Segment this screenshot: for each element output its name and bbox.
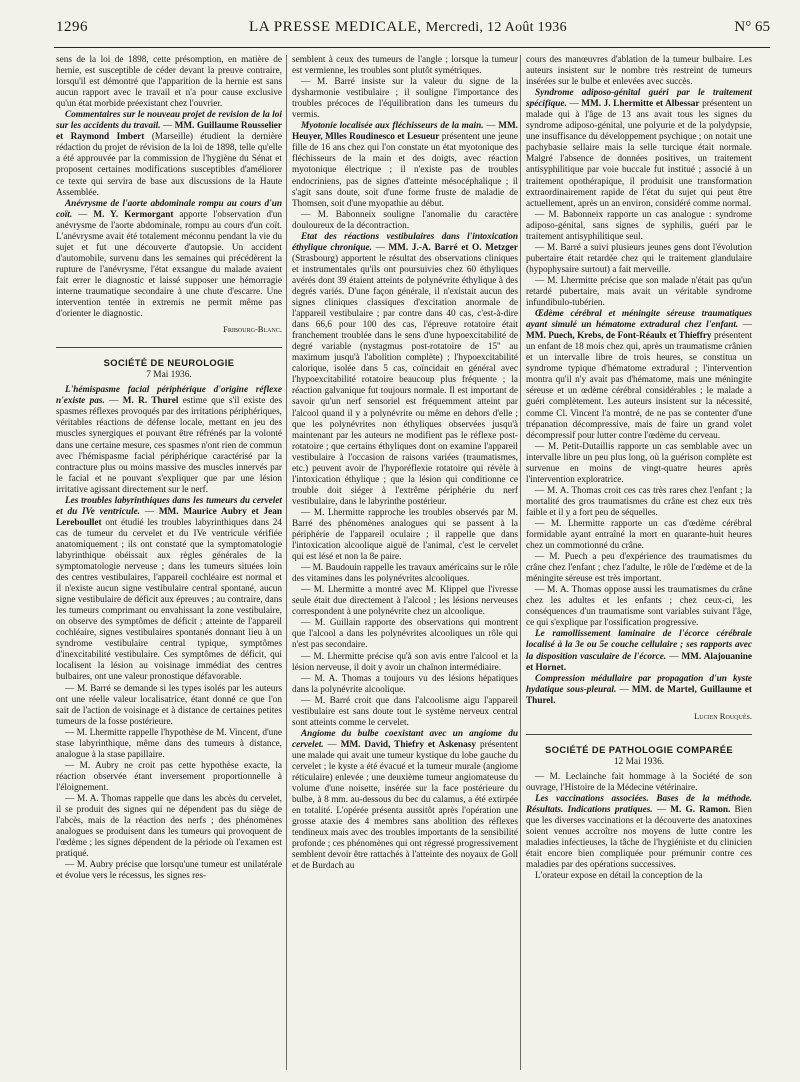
- column-3: [526, 55, 752, 882]
- article-title: L'hémispasme facial périphérique d'origine réflexe n'existe pas.: [56, 385, 282, 407]
- paragraph: — M. Leclainche fait hommage à la Société de son ouvrage, l'Histoire de la Médecine vétérinaire.: [526, 771, 752, 793]
- section-heading: SOCIÉTÉ DE NEUROLOGIE: [56, 347, 282, 368]
- paragraph: — M. Baudouin rappelle les travaux américains sur le rôle des vitamines dans les polynévrites alcooliques.: [292, 563, 518, 585]
- article-text: (Strasbourg) apportent le résultat des observations cliniques et instrumentales qu'ils ont poursuivies chez 60 éthyliques avérés dont 39 étaient atteints de polynévrite éthylique à des degrés variés. D'une façon générale, il n'existait aucun des signes cliniques classiques d'excitation anormale de l'appareil vestibulaire ; par contre dans 40 cas, c'est-à-dire dans 66,6 pour 100 des cas, l'épreuve rotatoire était franchement troublée dans le sens d'une hypoexcitabilité de degré variable (nystagmus post-rotatoire de 15'' au maximum jusqu'à l'abolition complète) ; l'hypoexcitabilité calorique, isolée dans 5 cas, coïncidait en général avec l'hypoexcitabilité rotatoire beaucoup plus fréquente ; la réaction galvanique fut toujours normale. Il est important de savoir qu'un nerf sensoriel est fréquemment atteint par l'alcool quand il y a polynévrite ou même en dehors d'elle ; que les polynévrites non éthyliques observées jusqu'à maintenant par les auteurs ne modifient pas le réflexe post-rotatoire ; que certains éthyliques dont on examine l'appareil vestibulaire à l'occasion de raisons variées (traumatismes, etc.) peuvent avoir de l'hyporéflexie rotatoire qui révèle à l'intoxication éthylique ; que la lésion qui conditionne ce trouble doit siéger à l'extrême périphérie du nerf vestibulaire, dans le labyrinthe postérieur.: [292, 253, 518, 507]
- authors: MM. Guillaume Rousselier et Raymond Imbert: [56, 121, 283, 143]
- authors: M. Y. Kermorgant: [93, 209, 174, 220]
- section-date: 7 Mai 1936.: [146, 370, 192, 381]
- paragraph: — M. Aubry ne croit pas cette hypothèse exacte, la réaction observée étant inversement proportionnelle à l'éloignement.: [56, 760, 282, 793]
- article-title: Angiome du bulbe coexistant avec un angiome du cervelet.: [292, 728, 518, 750]
- paragraph: L'hémispasme facial périphérique d'origine réflexe n'existe pas. — M. R. Thurel estime que s'il existe des spasmes réflexes provoqués par des irritations périphériques, véritables réactions de défense locale, mettant en jeu des muscles synergiques et pouvant être réfrénés par la volonté dans une certaine mesure, ces spasmes n'ont rien de commun avec l'hémispasme facial périphérique caractérisé par la contracture plus ou moins massive des muscles innervés par le facial et ne pouvant s'expliquer que par une lésion irritative agissant directement sur le nerf.: [56, 385, 283, 495]
- authors: MM. Heuyer, Mlles Roudinesco et Lesueur: [292, 121, 518, 143]
- paragraph: Anévrysme de l'aorte abdominale rompu au cours d'un coït. — M. Y. Kermorgant apporte l'observation d'un anévrysme de l'aorte abdominale, rompu au cours d'un coït. L'anévrysme avait été totalement méconnu pendant la vie du sujet et fut une découverte d'autopsie. Un accident d'automobile, survenu dans les semaines qui précédèrent la rupture de l'anévrysme, l'état exsangue du malade avaient fait errer le diagnostic et laissé supposer une hémorragie interne traumatique secondaire à une chute d'escarre. Une intervention tentée in extremis ne permit même pas d'orienter le diagnostic.: [56, 198, 283, 320]
- article-text: ont étudié les troubles labyrinthiques dans 24 cas de tumeur du cervelet et du IVe ventricule vérifiée anatomiquement ; ils ont constaté que la symptomatologie labyrinthique obéissait aux règles générales de la symptomatologie nerveuse ; dans les tumeurs situées loin des centres vestibulaires, l'appareil cochléaire est normal et il n'existe aucun signe vestibulaire central spontané, aucun signe vestibulaire de déficit aux épreuves ; au contraire, dans les tumeurs comprimant ou envahissant la zone vestibulaire, on observe des symptômes de déficit ; atteinte de l'appareil cochléaire, signes vestibulaires spontanés donnant lieu à un syndrome vestibulaire central typique, symptômes d'inexcitabilité vestibulaire. Ces symptômes de déficit, qui localisent la lésion au voisinage immédiat des centres bulbaires, ont une valeur pronostique défavorable.: [56, 517, 283, 683]
- paragraph: L'orateur expose en détail la conception de la: [535, 871, 703, 882]
- article-title: Compression médullaire par propagation d'un kyste hydatique sous-pleural.: [526, 673, 752, 695]
- article-title: Syndrome adiposo-génital guéri par le traitement spécifique.: [526, 88, 752, 110]
- paragraph: — M. A. Thomas croit ces cas très rares chez l'enfant ; la mortalité des gros traumatismes du crâne est chez eux très faible et il y a fort peu de séquelles.: [526, 485, 752, 518]
- signature: Fribourg-Blanc.: [223, 324, 282, 335]
- paragraph: semblent à ceux des tumeurs de l'angle ; lorsque la tumeur est vermienne, les troubles sont plutôt symétriques.: [292, 55, 518, 77]
- paragraph: — M. Petit-Dutaillis rapporte un cas semblable avec un intervalle libre un peu plus long, où la guérison complète est survenue en moins de vingt-quatre heures après l'intervention exploratrice.: [526, 441, 752, 485]
- article-title: Anévrysme de l'aorte abdominale rompu au cours d'un coït.: [56, 198, 282, 220]
- article-title: Commentaires sur le nouveau projet de revision de la loi sur les accidents du travail.: [56, 110, 282, 132]
- page-header: [54, 17, 770, 51]
- paragraph: Etat des réactions vestibulaires dans l'intoxication éthylique chronique. — MM. J.-A. Barré et O. Metzger (Strasbourg) apportent le résultat des observations cliniques et instrumentales qu'ils ont poursuivies chez 60 éthyliques avérés dont 39 étaient atteints de polynévrite éthylique à des degrés variés. D'une façon générale, il n'existait aucun des signes cliniques classiques d'excitation anormale de l'appareil vestibulaire ; par contre dans 40 cas, c'est-à-dire dans 66,6 pour 100 des cas, l'épreuve rotatoire était franchement troublée dans le sens d'une hypoexcitabilité de degré variable (nystagmus post-rotatoire de 15'' au maximum jusqu'à l'abolition complète) ; l'hypoexcitabilité calorique, isolée dans 5 cas, coïncidait en général avec l'hypoexcitabilité rotatoire beaucoup plus fréquente ; la réaction galvanique fut toujours normale. Il est important de savoir qu'un nerf sensoriel est fréquemment atteint par l'alcool quand il y a polynévrite ou même en dehors d'elle ; que les polynévrites non éthyliques observées jusqu'à maintenant par les auteurs ne modifient pas le réflexe post-rotatoire ; que certains éthyliques dont on examine l'appareil vestibulaire à l'occasion de raisons variées (traumatismes, etc.) peuvent avoir de l'hyporéflexie rotatoire qui révèle à l'intoxication éthylique ; que la lésion qui conditionne ce trouble doit siéger à l'extrême périphérie du nerf vestibulaire, dans le labyrinthe postérieur.: [292, 231, 519, 507]
- issue-number: N° 65: [734, 19, 770, 35]
- paragraph: — M. Barré croit que dans l'alcoolisme aigu l'appareil vestibulaire est sans doute tout le système nerveux central sont atteints comme le cervelet.: [292, 695, 518, 728]
- section-heading: SOCIÉTÉ DE PATHOLOGIE COMPARÉE: [526, 734, 752, 755]
- authors: MM. Alajouanine et Hornet.: [526, 651, 753, 673]
- paragraph: Le ramollissement laminaire de l'écorce cérébrale localisé à la 3e ou 5e couche cellulaire ; ses rapports avec la disposition vasculaire de l'écorce. — MM. Alajouanine et Hornet.: [526, 629, 753, 673]
- paragraph: — M. Guillain rapporte des observations qui montrent que l'alcool a dans les polynévrites alcooliques un rôle qui n'est pas secondaire.: [292, 618, 518, 651]
- section-date: 12 Mai 1936.: [613, 756, 665, 767]
- article-title: Etat des réactions vestibulaires dans l'intoxication éthylique chronique.: [292, 231, 518, 253]
- article-text: présentent un malade qui à l'âge de 13 ans avait tous les signes du syndrome adiposo-génital, une polyurie et de la polydypsie, une insuffisance du développement psychique ; on notait une pachybasie sellaire mais la selle turcique était normale. Malgré l'absence de données positives, un traitement antisyphilitique par voie buccale fut institué ; associé à un traitement opothérapique, il produisit une transformation extraordinairement rapide de l'état du sujet qui peut être actuellement, après un an environ, considéré comme normal.: [526, 99, 752, 209]
- signature: Lucien Rouquès.: [694, 710, 752, 721]
- paragraph: — M. A. Thomas a toujours vu des lésions hépatiques dans la polynévrite alcoolique.: [292, 673, 518, 695]
- article-title: Myotonie localisée aux fléchisseurs de la main.: [301, 121, 484, 132]
- paragraph: — M. Lhermitte rappelle l'hypothèse de M. Vincent, d'une stase labyrinthique, même dans des tumeurs à distance, analogue à la stase papillaire.: [56, 727, 282, 760]
- authors: MM. de Martel, Guillaume et Thurel.: [526, 684, 752, 706]
- article-text: apporte l'observation d'un anévrysme de l'aorte abdominale, rompu au cours d'un coït. L'anévrysme avait été totalement méconnu pendant la vie du sujet et fut une découverte d'autopsie. Un accident d'automobile, survenu dans les semaines qui précédèrent la rupture de l'anévrysme, l'état exsangue du malade avaient fait errer le diagnostic et laissé supposer une hémorragie interne traumatique secondaire à une chute d'escarre. Une intervention tentée in extremis ne permit même pas d'orienter le diagnostic.: [56, 209, 283, 320]
- paragraph: Les vaccinations associées. Bases de la méthode. Résultats. Indications pratiques. — M. G. Ramon. Bien que les diverses vaccinations et la découverte des anatoxines soient venues accroître nos moyens de lutte contre les maladies infectieuses, la tâche de l'hygiéniste et du clinicien était encore bien compliquée pour prémunir contre ces maladies par des opérations successives.: [526, 794, 753, 871]
- paragraph: Œdème cérébral et méningite séreuse traumatiques ayant simulé un hématome extradural chez l'enfant. — MM. Puech, Krebs, de Font-Réaulx et Thieffry présentent un enfant de 18 mois chez qui, après un traumatisme crânien et un intervalle libre de trois heures, se constitua un syndrome typique d'hématome extradural ; l'intervention montra qu'il n'y avait pas d'hématome, mais une méningite séreuse et un œdème cérébral considérables ; le malade a guéri complètement. Les auteurs insistent sur la nécessité, comme Cl. Vincent l'a montré, de ne pas se contenter d'une trépanation décompressive, mais de faire un grand volet décompressif pour lutter contre l'œdème du cerveau.: [526, 309, 753, 441]
- article-text: estime que s'il existe des spasmes réflexes provoqués par des irritations périphériques, véritables réactions de défense locale, mettant en jeu des muscles synergiques et pouvant être réfrénés par la volonté dans une certaine mesure, ces spasmes n'ont rien de commun avec l'hémispasme facial périphérique caractérisé par la contracture plus ou moins massive des muscles innervés par le facial et ne pouvant s'expliquer que par une lésion irritative agissant directement sur le nerf.: [56, 396, 283, 495]
- paragraph: — M. A. Thomas rappelle que dans les abcès du cervelet, il se produit des signes qui ne dépendent pas du siège de l'abcès, mais de la réaction des nerfs ; des phénomènes analogues se produisent dans les tumeurs qui provoquent de l'œdème ; les signes dépendent de la période où l'examen est pratiqué.: [56, 794, 282, 860]
- paragraph: — M. Lhermitte précise qu'à son avis entre l'alcool et la lésion nerveuse, il doit y avoir un chaînon intermédiaire.: [292, 651, 518, 673]
- authors: MM. David, Thiefry et Askenasy: [340, 739, 477, 750]
- issue-date: Mercredi, 12 Août 1936: [425, 20, 567, 35]
- paper-name: LA PRESSE MEDICALE,: [249, 19, 422, 35]
- column-2: [292, 55, 518, 872]
- paragraph: sens de la loi de 1898, cette présomption, en matière de hernie, est susceptible de céder devant la preuve contraire, lorsqu'il est démontré que l'apparition de la hernie est sans aucun rapport avec le travail et n'a pour cause exclusive qu'un état morbide préexistant chez l'ouvrier.: [56, 55, 282, 110]
- page-number: 1296: [56, 19, 88, 35]
- article-title: Le ramollissement laminaire de l'écorce cérébrale localisé à la 3e ou 5e couche cellulaire ; ses rapports avec la disposition vasculaire de l'écorce.: [526, 629, 752, 662]
- paragraph: cours des manœuvres d'ablation de la tumeur bulbaire. Les auteurs insistent sur le nombre très restreint de tumeurs insérées sur le bulbe et enlevées avec succès.: [526, 55, 752, 88]
- article-text: Bien que les diverses vaccinations et la découverte des anatoxines soient venues accroître nos moyens de lutte contre les maladies infectieuses, la tâche de l'hygiéniste et du clinicien était encore bien compliquée pour prémunir contre ces maladies par des opérations successives.: [526, 805, 753, 871]
- article-text: présentent une malade qui avait une tumeur kystique du lobe gauche du cervelet ; le kyste a été évacué et la tumeur murale (angiome réticulaire) enlevée ; une deuxième tumeur angiomateuse du volume d'une noisette, insérée sur la face postérieure du bulbe, à 8 mm. au-dessous du bec du calamus, a été extirpée en totalité. L'opérée présenta aussitôt après l'opération une grosse ataxie des 4 membres sans abolition des réflexes tendineux mais avec des troubles importants de la sensibilité profonde ; ces phénomènes qui ont régressé progressivement semblent devoir être rattachés à l'atteinte des noyaux de Goll et de Burdach au: [292, 739, 518, 872]
- running-title: [249, 19, 567, 36]
- authors: M. R. Thurel: [122, 396, 179, 407]
- column-1: [56, 55, 282, 882]
- authors: MM. Maurice Aubry et Jean Lereboullet: [56, 506, 282, 528]
- paragraph: — M. Babonneix rapporte un cas analogue : syndrome adiposo-génital, sans signes de syphilis, guéri par le traitement antisyphilitique seul.: [526, 209, 752, 242]
- authors: MM. Puech, Krebs, de Font-Réaulx et Thieffry: [526, 331, 712, 342]
- paragraph: Les troubles labyrinthiques dans les tumeurs du cervelet et du IVe ventricule. — MM. Maurice Aubry et Jean Lereboullet ont étudié les troubles labyrinthiques dans 24 cas de tumeur du cervelet et du IVe ventricule vérifiée anatomiquement ; ils ont constaté que la symptomatologie labyrinthique obéissait aux règles générales de la symptomatologie nerveuse ; dans les tumeurs situées loin des centres vestibulaires, l'appareil cochléaire est normal et il n'existe aucun signe vestibulaire central spontané, aucun signe vestibulaire de déficit aux épreuves ; au contraire, dans les tumeurs comprimant ou envahissant la zone vestibulaire, on observe des symptômes de déficit ; atteinte de l'appareil cochléaire, signes vestibulaires spontanés donnant lieu à un syndrome vestibulaire central typique, symptômes d'inexcitabilité vestibulaire. Ces symptômes de déficit, qui localisent la lésion au voisinage immédiat des centres bulbaires, ont une valeur pronostique défavorable.: [56, 495, 283, 683]
- article-title: Œdème cérébral et méningite séreuse traumatiques ayant simulé un hématome extradural chez l'enfant.: [526, 309, 752, 331]
- article-title: Les vaccinations associées. Bases de la méthode. Résultats. Indications pratiques.: [526, 794, 752, 816]
- header-rule: [54, 47, 770, 48]
- paragraph: Angiome du bulbe coexistant avec un angiome du cervelet. — MM. David, Thiefry et Askenasy présentent une malade qui avait une tumeur kystique du lobe gauche du cervelet ; le kyste a été évacué et la tumeur murale (angiome réticulaire) enlevée ; une deuxième tumeur angiomateuse du volume d'une noisette, insérée sur la face postérieure du bulbe, à 8 mm. au-dessous du bec du calamus, a été extirpée en totalité. L'opérée présenta aussitôt après l'opération une grosse ataxie des 4 membres sans abolition des réflexes tendineux mais avec des troubles importants de la sensibilité profonde ; ces phénomènes qui ont régressé progressivement semblent devoir être rattachés à l'atteinte des noyaux de Goll et de Burdach au: [292, 728, 518, 872]
- paragraph: — M. Aubry précise que lorsqu'une tumeur est unilatérale et évolue vers le récessus, les signes res-: [56, 860, 282, 882]
- paragraph: — M. Barré se demande si les types isolés par les auteurs ont une réelle valeur localisatrice, étant donné ce que l'on sait de l'action de voisinage et à distance de certaines petites tumeurs de la fosse postérieure.: [56, 683, 282, 727]
- article-text: présentent une jeune fille de 16 ans chez qui l'on constate un état myotonique des fléchisseurs de la main et des doigts, avec réaction myotonique électrique ; il n'existe pas de troubles endocriniens, pas de signes d'atteinte mésocéphalique ; il s'agit sans doute, soit d'une forme fruste de maladie de Thomsen, soit d'une myopathie au début.: [292, 132, 518, 209]
- paragraph: — M. Lhermitte a montré avec M. Klippel que l'ivresse seule était due directement à l'alcool ; les lésions nerveuses correspondent à une polynévrite chez un alcoolique.: [292, 585, 518, 618]
- article-text: (Marseille) étudient la dernière rédaction du projet de révision de la loi de 1898, telle qu'elle a été approuvée par la commission de l'hygiène du Sénat et proposent certaines modifications susceptibles d'améliorer ce texte qui servira de base aux discussions de la Haute Assemblée.: [56, 132, 282, 198]
- paragraph: Myotonie localisée aux fléchisseurs de la main. — MM. Heuyer, Mlles Roudinesco et Lesueur présentent une jeune fille de 16 ans chez qui l'on constate un état myotonique des fléchisseurs de la main et des doigts, avec réaction myotonique électrique ; il n'existe pas de troubles endocriniens, pas de signes d'atteinte mésocéphalique ; il s'agit sans doute, soit d'une forme fruste de maladie de Thomsen, soit d'une myopathie au début.: [292, 121, 518, 209]
- paragraph: — M. Lhermitte précise que son malade n'était pas qu'un retardé pubertaire, mais avait un véritable syndrome infundibulo-tubérien.: [526, 275, 752, 309]
- article-title: Les troubles labyrinthiques dans les tumeurs du cervelet et du IVe ventricule.: [56, 495, 282, 517]
- article-text: présentent un enfant de 18 mois chez qui, après un traumatisme crânien et un intervalle libre de trois heures, se constitua un syndrome typique d'hématome extradural ; l'intervention montra qu'il n'y avait pas d'hématome, mais une méningite séreuse et un œdème cérébral considérables ; le malade a guéri complètement. Les auteurs insistent sur la nécessité, comme Cl. Vincent l'a montré, de ne pas se contenter d'une trépanation décompressive, mais de faire un grand volet décompressif pour lutter contre l'œdème du cerveau.: [526, 331, 753, 441]
- authors: MM. J. Lhermitte et Albessar: [581, 99, 700, 110]
- column-divider: [520, 55, 521, 1070]
- authors: MM. J.-A. Barré et O. Metzger: [388, 242, 519, 253]
- paragraph: — M. Babonneix souligne l'anomalie du caractère douloureux de la décontraction.: [292, 209, 518, 231]
- paragraph: Compression médullaire par propagation d'un kyste hydatique sous-pleural. — MM. de Martel, Guillaume et Thurel.: [526, 673, 752, 706]
- paragraph: Commentaires sur le nouveau projet de revision de la loi sur les accidents du travail. — MM. Guillaume Rousselier et Raymond Imbert (Marseille) étudient la dernière rédaction du projet de révision de la loi de 1898, telle qu'elle a été approuvée par la commission de l'hygiène du Sénat et proposent certaines modifications susceptibles d'améliorer ce texte qui servira de base aux discussions de la Haute Assemblée.: [56, 110, 283, 198]
- paragraph: — M. A. Thomas oppose aussi les traumatismes du crâne chez les adultes et les enfants ; chez ceux-ci, les conséquences d'un traumatisme sont variables suivant l'âge, ce qui s'explique par l'ossification progressive.: [526, 585, 752, 629]
- paragraph: — M. Lhermitte rapporte un cas d'œdème cérébral formidable ayant entraîné la mort en quarante-huit heures chez un commotionné du crâne.: [526, 518, 752, 552]
- paragraph: — M. Barré insiste sur la valeur du signe de la dysharmonie vestibulaire ; il souligne l'importance des troubles précoces de l'équilibration dans les tumeurs du vermis.: [292, 77, 518, 121]
- paragraph: Syndrome adiposo-génital guéri par le traitement spécifique. — MM. J. Lhermitte et Albessar présentent un malade qui à l'âge de 13 ans avait tous les signes du syndrome adiposo-génital, une polyurie et de la polydypsie, une insuffisance du développement psychique ; on notait une pachybasie sellaire mais la selle turcique était normale. Malgré l'absence de données positives, un traitement antisyphilitique par voie buccale fut institué ; associé à un traitement opothérapique, il produisit une transformation extraordinairement rapide de l'état du sujet qui peut être actuellement, après un an environ, considéré comme normal.: [526, 88, 752, 209]
- paragraph: — M. Barré a suivi plusieurs jeunes gens dont l'évolution pubertaire était retardée chez qui le traitement glandulaire (hypophysaire surtout) a fait merveille.: [526, 242, 752, 275]
- paragraph: — M. Lhermitte rapproche les troubles observés par M. Barré des phénomènes analogues qui se passent à la périphérie de l'appareil oculaire ; il rappelle que dans l'intoxication alcoolique aiguë de l'animal, c'est le cervelet qui est lésé et non la 8e paire.: [292, 507, 518, 563]
- paragraph: — M. Puech a peu d'expérience des traumatismes du crâne chez l'enfant ; chez l'adulte, le rôle de l'œdème et de la méningite séreuse est très important.: [526, 552, 752, 585]
- authors: M. G. Ramon.: [670, 805, 731, 816]
- column-divider: [286, 55, 287, 1070]
